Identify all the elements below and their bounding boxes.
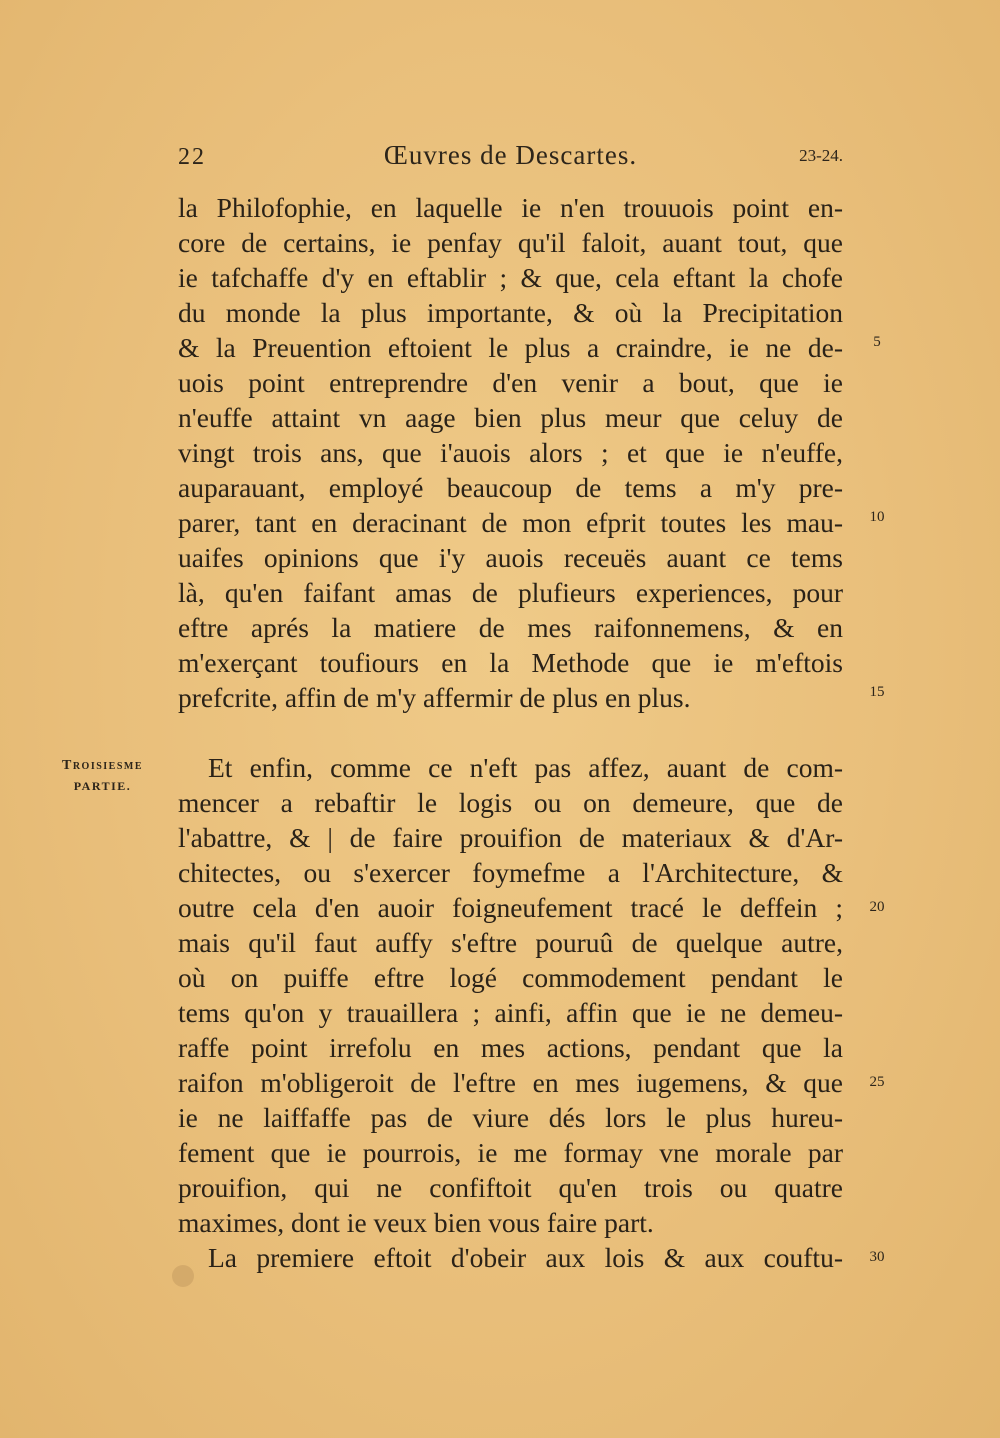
- text-line: uaifes opinions que i'y auois receuës auant ce tems: [178, 542, 843, 573]
- text-line: ie tafchaffe d'y en eftablir ; & que, cela eftant la chofe: [178, 262, 843, 293]
- text-line: l'abattre, & | de faire prouifion de materiaux & d'Ar-: [178, 822, 843, 853]
- text-line: où on puiffe eftre logé commodement pendant le: [178, 962, 843, 993]
- running-title: Œuvres de Descartes.: [383, 140, 638, 170]
- text-line: m'exerçant toufiours en la Methode que ie m'eftois: [178, 647, 843, 678]
- text-line: maximes, dont ie veux bien vous faire part.: [178, 1207, 654, 1238]
- text-line: auparauant, employé beaucoup de tems a m'y pre-: [178, 472, 843, 503]
- line-number: 10: [869, 509, 885, 525]
- text-line: & la Preuention eftoient le plus a craindre, ie ne de-: [178, 332, 843, 363]
- line-number: 20: [869, 899, 885, 915]
- margin-note: [40, 756, 165, 796]
- page-reference: 23-24.: [799, 146, 843, 165]
- line-number: 15: [869, 684, 885, 700]
- page-header: [178, 140, 843, 176]
- text-line: fement que ie pourrois, ie me formay vne morale par: [178, 1137, 843, 1168]
- text-line: parer, tant en deracinant de mon efprit toutes les mau-: [178, 507, 843, 538]
- text-line: outre cela d'en auoir foigneufement tracé le deffein ;: [178, 892, 843, 923]
- text-line: vingt trois ans, que i'auois alors ; et que ie n'euffe,: [178, 437, 843, 468]
- text-line: raffe point irrefolu en mes actions, pendant que la: [178, 1032, 843, 1063]
- line-number: 25: [869, 1074, 885, 1090]
- text-line: Et enfin, comme ce n'eft pas affez, auant de com-: [208, 752, 843, 783]
- text-line: la Philofophie, en laquelle ie n'en trouuois point en-: [178, 192, 843, 223]
- margin-note-line-1: Troisiesme: [61, 758, 144, 773]
- text-line: mais qu'il faut auffy s'eftre pouruû de quelque autre,: [178, 927, 843, 958]
- text-line: uois point entreprendre d'en venir a bout, que ie: [178, 367, 843, 398]
- text-line: ie ne laiffaffe pas de viure dés lors le plus hureu-: [178, 1102, 843, 1133]
- text-line: du monde la plus importante, & où la Precipitation: [178, 297, 843, 328]
- text-line: là, qu'en faifant amas de plufieurs experiences, pour: [178, 577, 843, 608]
- paper-stain: [172, 1265, 194, 1287]
- text-line: La premiere eftoit d'obeir aux lois & aux couftu-: [208, 1242, 843, 1273]
- text-line: core de certains, ie penfay qu'il faloit, auant tout, que: [178, 227, 843, 258]
- text-line: chitectes, ou s'exercer foymefme a l'Architecture, &: [178, 857, 843, 888]
- text-line: eftre aprés la matiere de mes raifonnemens, & en: [178, 612, 843, 643]
- text-line: raifon m'obligeroit de l'eftre en mes iugemens, & que: [178, 1067, 843, 1098]
- line-number: 5: [873, 334, 881, 350]
- page-number: 22: [178, 144, 206, 170]
- text-line: tems qu'on y trauaillera ; ainfi, affin que ie ne demeu-: [178, 997, 843, 1028]
- text-line: mencer a rebaftir le logis ou on demeure, que de: [178, 787, 843, 818]
- text-line: prouifion, qui ne confiftoit qu'en trois ou quatre: [178, 1172, 843, 1203]
- margin-note-line-2: PARTIE.: [73, 779, 132, 793]
- line-number: 30: [869, 1249, 885, 1265]
- text-line: prefcrite, affin de m'y affermir de plus en plus.: [178, 682, 691, 713]
- text-line: n'euffe attaint vn aage bien plus meur que celuy de: [178, 402, 843, 433]
